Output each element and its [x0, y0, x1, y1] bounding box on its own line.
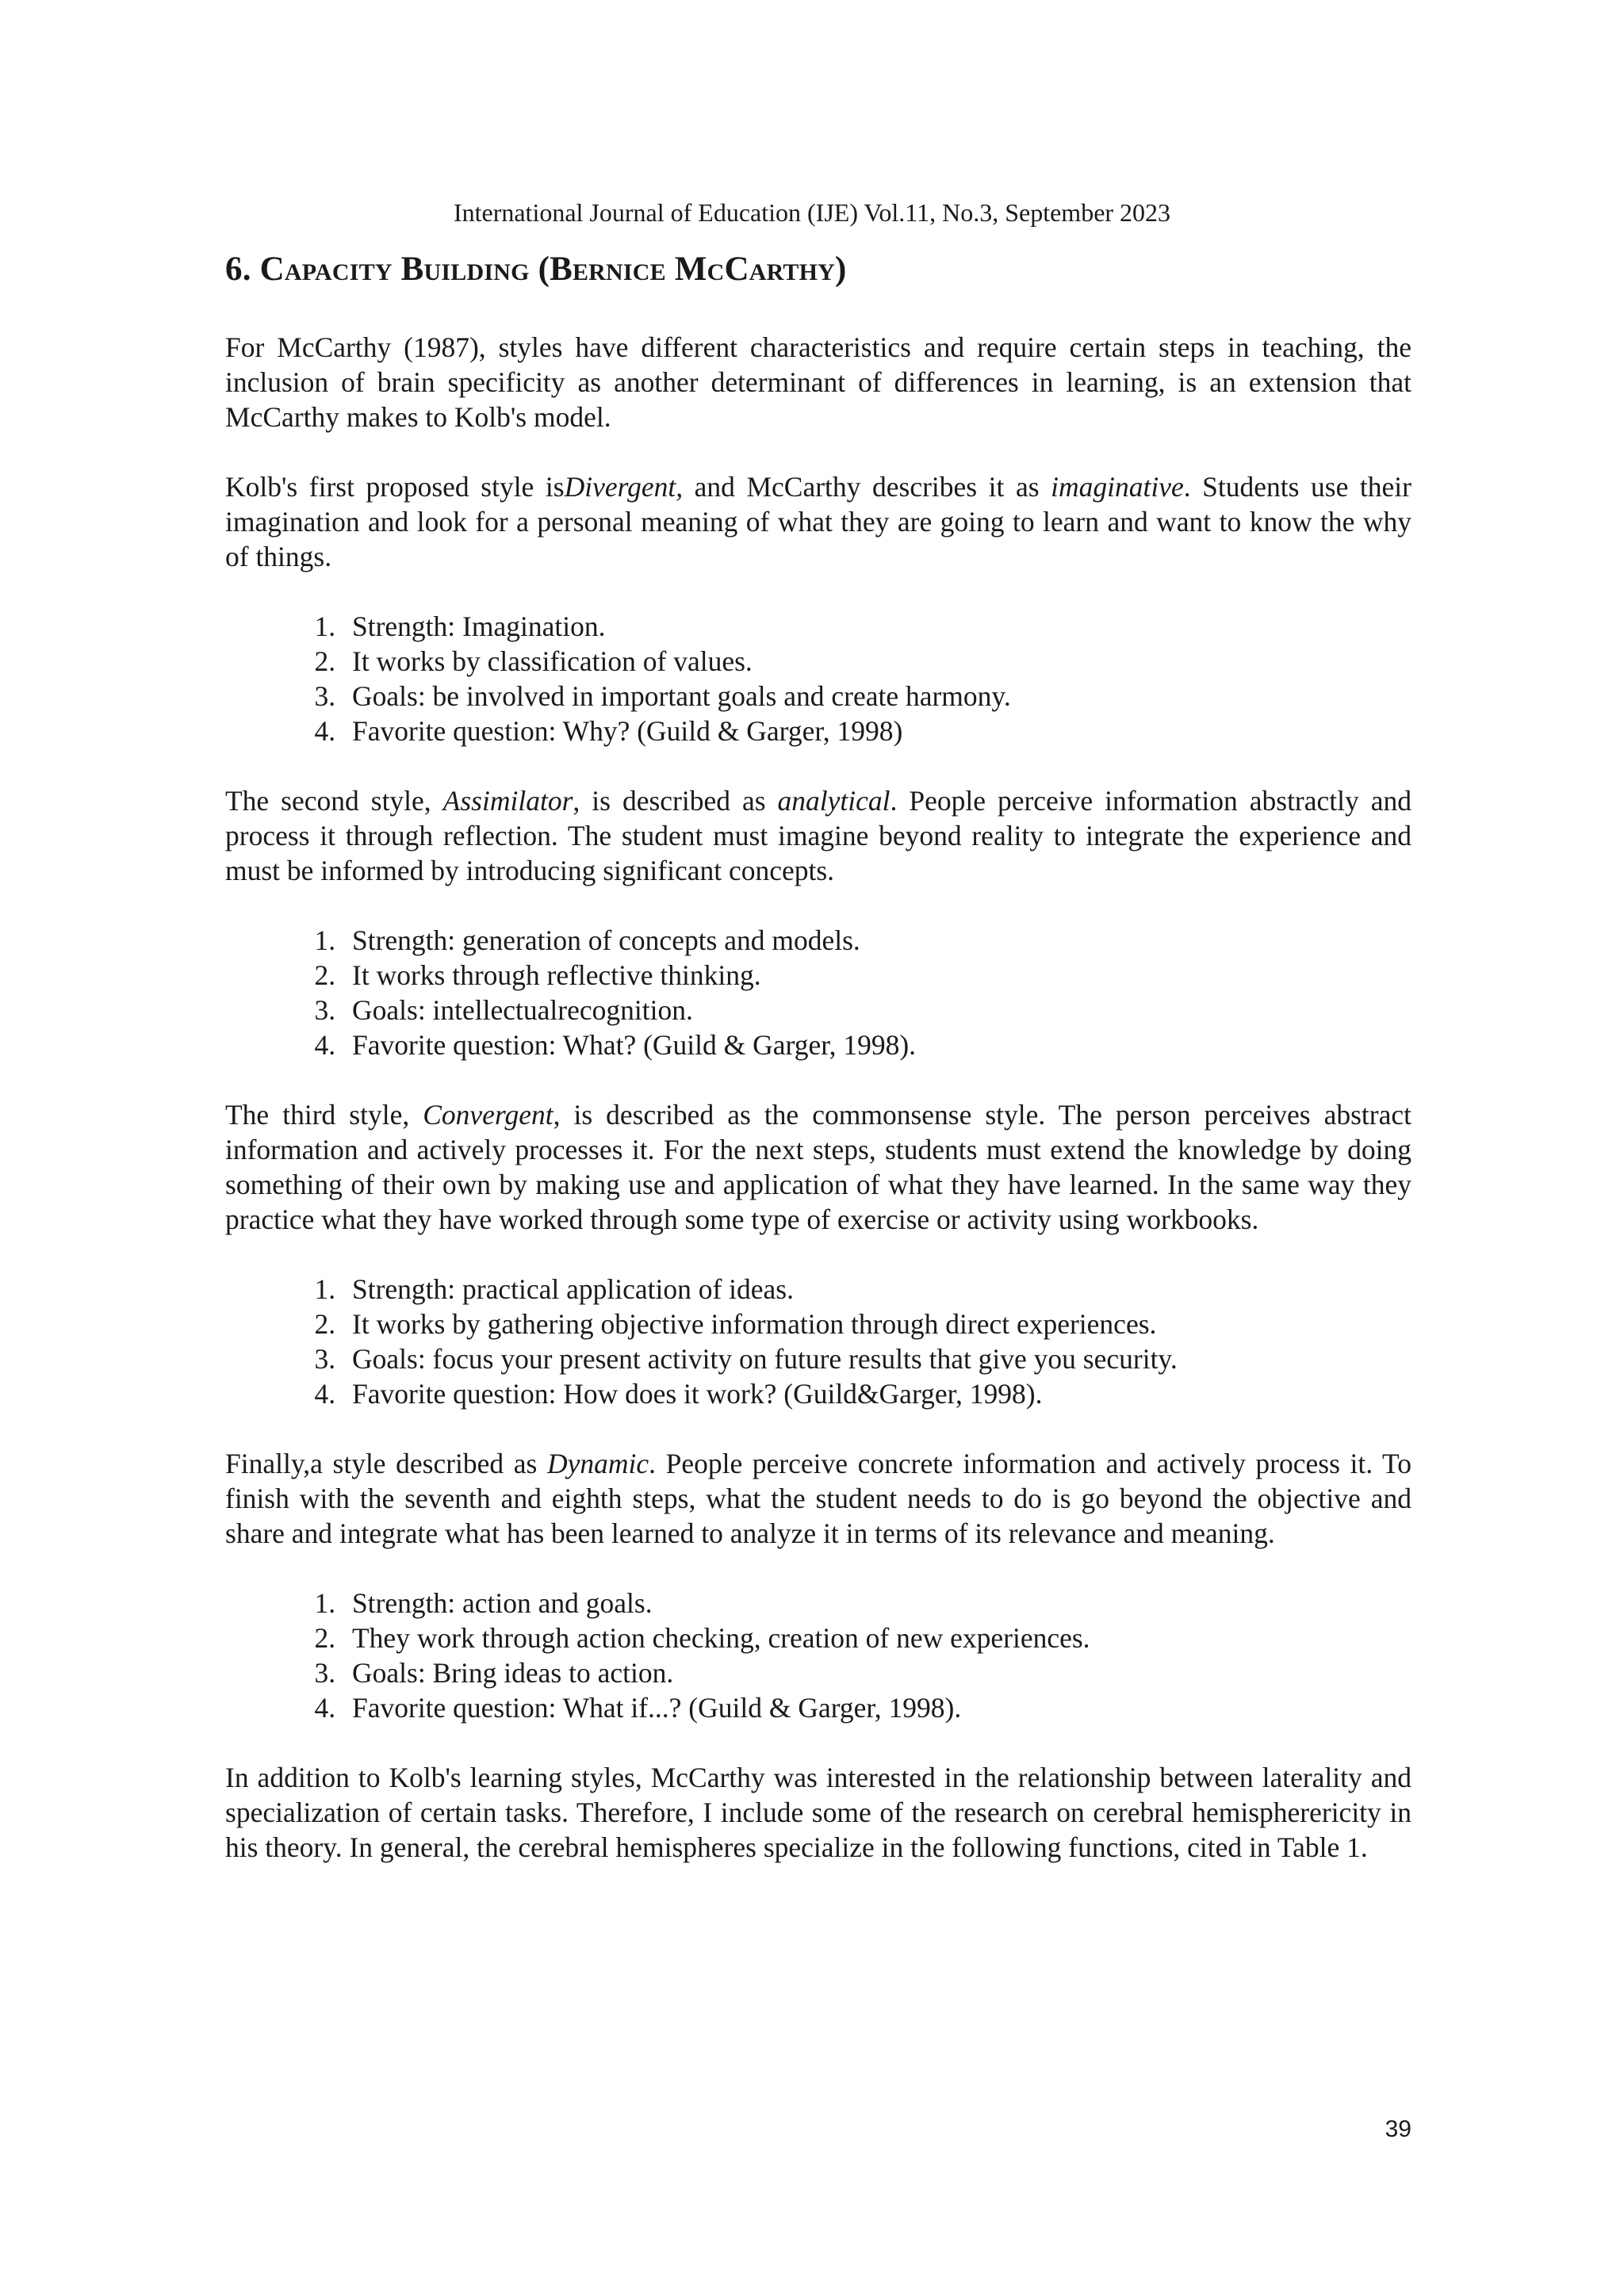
term-imaginative: imaginative: [1051, 471, 1184, 503]
text-run: Finally,a style described as: [225, 1448, 547, 1479]
text-run: The third style,: [225, 1099, 423, 1131]
text-run: . People perceive concrete information and actively process it. To finish with the seventh and eighth steps, what the student needs to do is go beyond the objective and share and integrate what has been learned to analyze it in terms of its relevance and meaning.: [225, 1448, 1411, 1549]
list-item: 1. Strength: Imagination.: [343, 609, 1411, 644]
section-title: 6. Capacity Building (Bernice McCarthy): [225, 251, 847, 288]
list-item: 2. It works by classification of values.: [343, 644, 1411, 679]
page-content: [225, 247, 1411, 1900]
list-item: 3. Goals: intellectualrecognition.: [343, 993, 1411, 1027]
list-convergent: [225, 1272, 1411, 1411]
term-assimilator: Assimilator: [442, 785, 573, 817]
list-assimilator: [225, 923, 1411, 1062]
term-convergent: Convergent: [423, 1099, 553, 1131]
text-run: Kolb's first proposed style is: [225, 471, 565, 503]
list-item: 4. Favorite question: What? (Guild & Garger, 1998).: [343, 1027, 1411, 1062]
paragraph-dynamic: [225, 1446, 1411, 1551]
term-divergent: Divergent,: [564, 471, 684, 503]
paragraph-hemispheres: In addition to Kolb's learning styles, McCarthy was interested in the relationship between laterality and specialization of certain tasks. Therefore, I include some of the research on cerebral hemispherericity in his theory. In general, the cerebral hemispheres specialize in the following functions, cited in Table 1.: [225, 1762, 1411, 1863]
list-dynamic: [225, 1586, 1411, 1725]
paragraph-assimilator: [225, 783, 1411, 888]
running-header: International Journal of Education (IJE) Vol.11, No.3, September 2023: [453, 198, 1171, 227]
page-number: 39: [1385, 2116, 1411, 2142]
text-run: . Students use their imagination and look for a personal meaning of what they are going to learn and want to know the why of things.: [225, 471, 1411, 572]
list-item: 4. Favorite question: How does it work? (Guild&Garger, 1998).: [343, 1376, 1411, 1411]
text-run: and McCarthy describes it as: [683, 471, 1051, 503]
list-item: 4. Favorite question: Why? (Guild & Garger, 1998): [343, 714, 1411, 748]
list-item: 2. They work through action checking, creation of new experiences.: [343, 1621, 1411, 1655]
text-run: The second style,: [225, 785, 443, 817]
paragraph-convergent: [225, 1097, 1411, 1237]
list-item: 3. Goals: be involved in important goals and create harmony.: [343, 679, 1411, 714]
text-run: , is described as: [573, 785, 778, 817]
paragraph-divergent: [225, 469, 1411, 574]
list-item: 3. Goals: Bring ideas to action.: [343, 1655, 1411, 1690]
term-dynamic: Dynamic: [546, 1448, 649, 1479]
list-divergent: [225, 609, 1411, 748]
term-analytical: analytical: [777, 785, 891, 817]
text-run: . People perceive information abstractly and process it through reflection. The student must imagine beyond reality to integrate the experience and must be informed by introducing significant concepts.: [225, 785, 1411, 886]
paragraph-intro: For McCarthy (1987), styles have different characteristics and require certain steps in teaching, the inclusion of brain specificity as another determinant of differences in learning, is an extension that McCarthy makes to Kolb's model.: [225, 331, 1411, 433]
list-item: 3. Goals: focus your present activity on future results that give you security.: [343, 1341, 1411, 1376]
list-item: 4. Favorite question: What if...? (Guild & Garger, 1998).: [343, 1690, 1411, 1725]
list-item: 1. Strength: practical application of ideas.: [343, 1272, 1411, 1307]
list-item: 1. Strength: generation of concepts and models.: [343, 923, 1411, 958]
list-item: 1. Strength: action and goals.: [343, 1586, 1411, 1621]
list-item: 2. It works by gathering objective information through direct experiences.: [343, 1307, 1411, 1341]
list-item: 2. It works through reflective thinking.: [343, 958, 1411, 993]
text-run: , is described as the commonsense style. The person perceives abstract information and actively processes it. For the next steps, students must extend the knowledge by doing something of their own by making use and application of what they have learned. In the same way they practice what they have worked through some type of exercise or activity using workbooks.: [225, 1099, 1411, 1235]
